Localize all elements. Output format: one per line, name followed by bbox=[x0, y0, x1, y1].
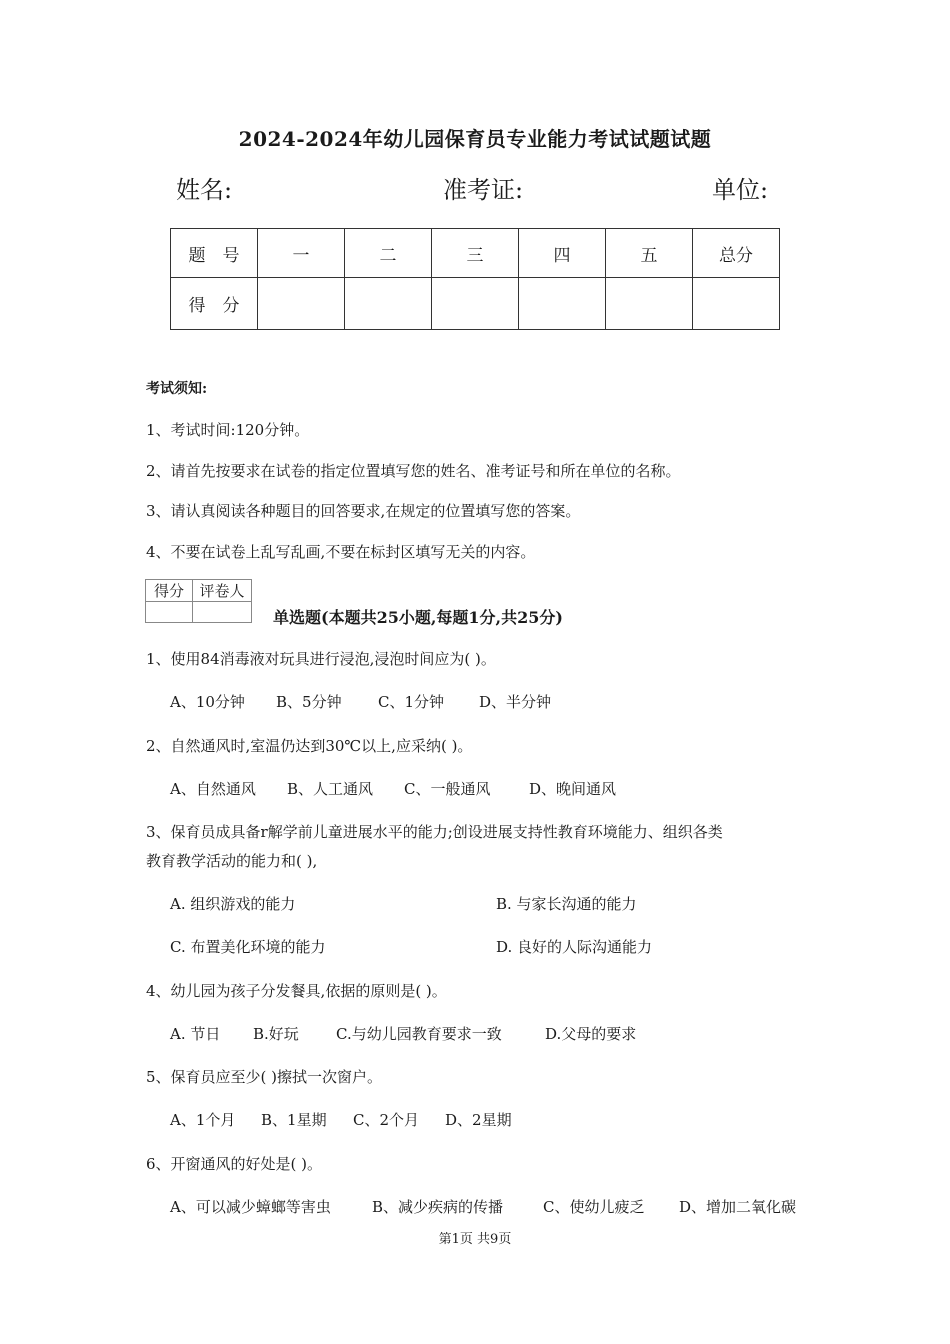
section-title: 单选题(本题共25小题,每题1分,共25分) bbox=[273, 608, 563, 627]
question-option[interactable]: C、一般通风 bbox=[404, 780, 491, 798]
question-option[interactable]: C、1分钟 bbox=[378, 693, 445, 711]
score-table-cell: 五 bbox=[606, 229, 693, 278]
score-table-header-row bbox=[171, 229, 780, 278]
page-number: 第1页 共9页 bbox=[438, 1232, 512, 1247]
score-input-cell[interactable] bbox=[345, 278, 432, 330]
question-option[interactable]: A、1个月 bbox=[170, 1111, 236, 1129]
notice-item: 2、请首先按要求在试卷的指定位置填写您的姓名、准考证号和所在单位的名称。 bbox=[146, 462, 681, 480]
score-input-cell[interactable] bbox=[432, 278, 519, 330]
grader-score-cell[interactable] bbox=[146, 602, 193, 623]
question-option[interactable]: A、可以减少蟑螂等害虫 bbox=[170, 1198, 331, 1216]
question-option[interactable]: D、增加二氧化碳 bbox=[679, 1198, 797, 1216]
question-option[interactable]: B、减少疾病的传播 bbox=[372, 1198, 504, 1216]
question-option[interactable]: A. 节日 bbox=[170, 1025, 221, 1043]
question-option[interactable]: D. 良好的人际沟通能力 bbox=[496, 938, 653, 956]
grader-name-cell[interactable] bbox=[193, 602, 252, 623]
question-stem-continued: 教育教学活动的能力和( ), bbox=[146, 852, 318, 870]
score-table-cell: 二 bbox=[345, 229, 432, 278]
question-option[interactable]: C.与幼儿园教育要求一致 bbox=[336, 1025, 502, 1043]
grader-name-label: 评卷人 bbox=[193, 580, 252, 602]
question-stem: 2、自然通风时,室温仍达到30℃以上,应采纳( )。 bbox=[146, 737, 473, 755]
notice-item: 4、不要在试卷上乱写乱画,不要在标封区填写无关的内容。 bbox=[146, 543, 536, 561]
question-option[interactable]: D、半分钟 bbox=[479, 693, 552, 711]
score-table-cell: 总分 bbox=[693, 229, 780, 278]
document-title: 2024-2024年幼儿园保育员专业能力考试试题试题 bbox=[238, 127, 712, 151]
question-option[interactable]: C. 布置美化环境的能力 bbox=[170, 938, 326, 956]
unit-field-label: 单位: bbox=[712, 176, 769, 204]
question-option[interactable]: A、自然通风 bbox=[170, 780, 256, 798]
question-option[interactable]: B.好玩 bbox=[253, 1025, 299, 1043]
question-option[interactable]: C、2个月 bbox=[353, 1111, 420, 1129]
question-option[interactable]: B、1星期 bbox=[261, 1111, 327, 1129]
question-option[interactable]: B、人工通风 bbox=[287, 780, 374, 798]
score-table bbox=[170, 228, 780, 330]
question-option[interactable]: A、10分钟 bbox=[170, 693, 245, 711]
score-table-cell: 三 bbox=[432, 229, 519, 278]
question-stem: 5、保育员应至少( )擦拭一次窗户。 bbox=[146, 1068, 383, 1086]
question-option[interactable]: B、5分钟 bbox=[276, 693, 342, 711]
question-stem: 3、保育员成具备r解学前儿童进展水平的能力;创设进展支持性教育环境能力、组织各类 bbox=[146, 823, 723, 841]
question-option[interactable]: D、2星期 bbox=[445, 1111, 512, 1129]
question-stem: 6、开窗通风的好处是( )。 bbox=[146, 1155, 323, 1173]
question-option[interactable]: B. 与家长沟通的能力 bbox=[496, 895, 637, 913]
grader-box bbox=[145, 579, 252, 623]
score-input-cell[interactable] bbox=[519, 278, 606, 330]
score-table-cell: 题 号 bbox=[171, 229, 258, 278]
question-stem: 4、幼儿园为孩子分发餐具,依据的原则是( )。 bbox=[146, 982, 447, 1000]
question-option[interactable]: D.父母的要求 bbox=[545, 1025, 637, 1043]
score-table-score-row bbox=[171, 278, 780, 330]
notice-item: 1、考试时间:120分钟。 bbox=[146, 421, 310, 439]
question-option[interactable]: D、晚间通风 bbox=[529, 780, 617, 798]
score-table-cell: 四 bbox=[519, 229, 606, 278]
score-input-cell[interactable] bbox=[258, 278, 345, 330]
notice-title: 考试须知: bbox=[146, 381, 208, 397]
notice-item: 3、请认真阅读各种题目的回答要求,在规定的位置填写您的答案。 bbox=[146, 502, 581, 520]
exam-id-field-label: 准考证: bbox=[443, 176, 524, 204]
question-option[interactable]: A. 组织游戏的能力 bbox=[170, 895, 296, 913]
grader-score-label: 得分 bbox=[146, 580, 193, 602]
question-stem: 1、使用84消毒液对玩具进行浸泡,浸泡时间应为( )。 bbox=[146, 650, 496, 668]
question-option[interactable]: C、使幼儿疲乏 bbox=[543, 1198, 645, 1216]
score-input-cell[interactable] bbox=[693, 278, 780, 330]
score-input-cell[interactable] bbox=[606, 278, 693, 330]
score-table-cell: 得 分 bbox=[171, 278, 258, 330]
score-table-cell: 一 bbox=[258, 229, 345, 278]
name-field-label: 姓名: bbox=[176, 176, 233, 204]
